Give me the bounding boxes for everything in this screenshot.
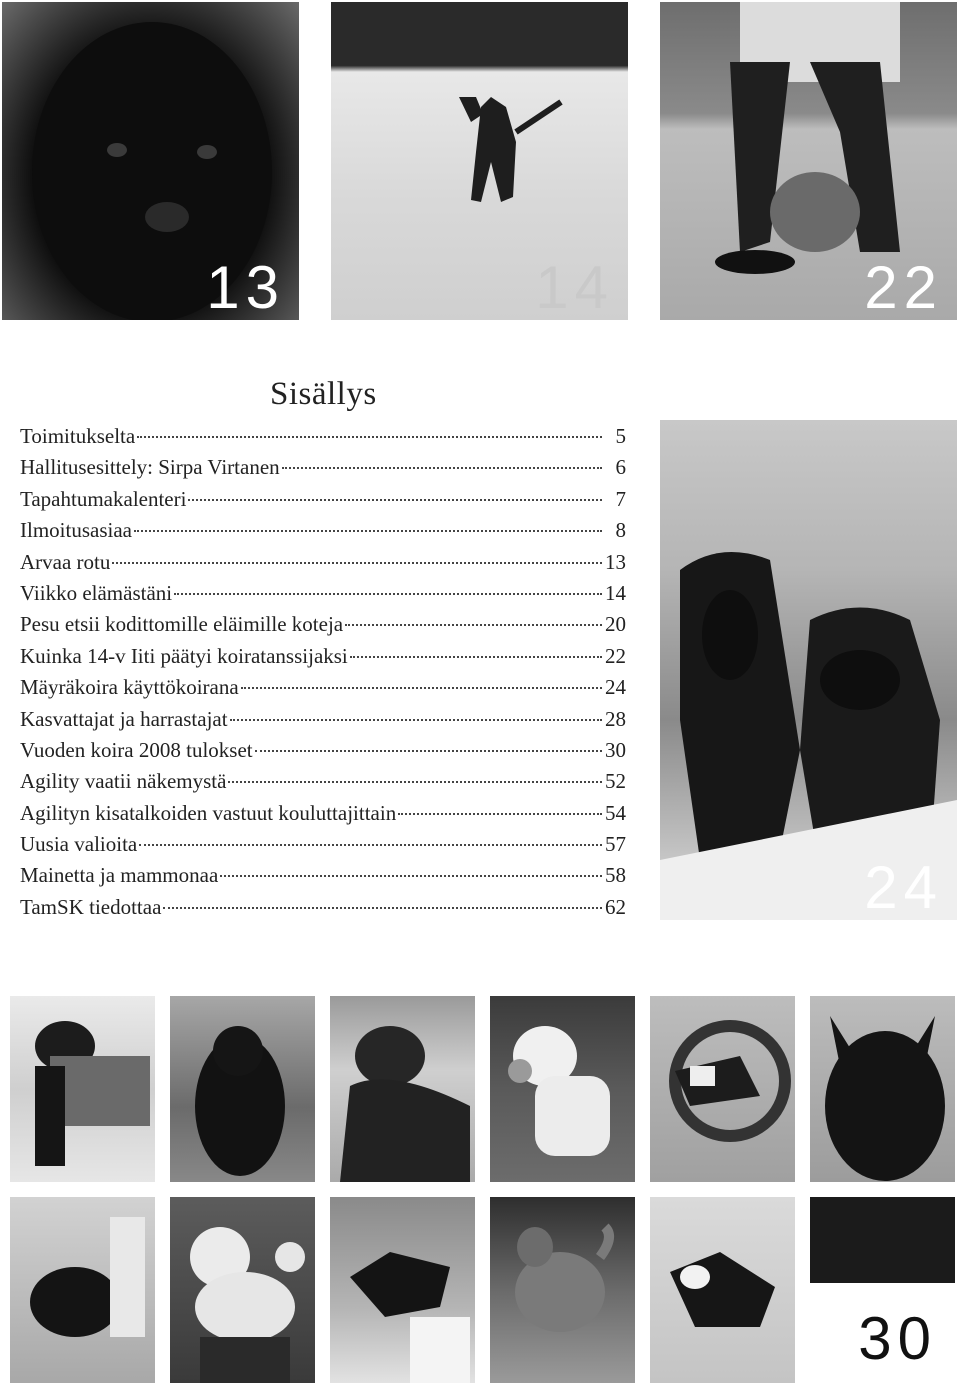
toc-item-page: 22 (605, 643, 626, 668)
toc-item-page: 7 (615, 486, 626, 511)
photo-grid-black-tile (810, 1197, 955, 1383)
toc-item-title: Kuinka 14-v Iiti päätyi koiratanssijaksi (20, 643, 348, 668)
page-badge-13: 13 (206, 254, 285, 320)
toc-leader-dots (398, 813, 602, 815)
photo-grid-agility-black (10, 1197, 155, 1383)
toc-item[interactable] (20, 424, 626, 455)
toc-item-title: Mäyräkoira käyttökoirana (20, 675, 239, 700)
toc-item[interactable] (20, 738, 626, 769)
toc-item-title: Hallitusesittely: Sirpa Virtanen (20, 455, 280, 480)
toc-item-title: Viikko elämästäni (20, 580, 173, 605)
toc-leader-dots (188, 499, 602, 501)
toc-leader-dots (230, 719, 602, 721)
toc-leader-dots (137, 436, 602, 438)
toc-item-page: 57 (605, 832, 626, 857)
photo-grid-spaniel (330, 996, 475, 1182)
toc-item[interactable] (20, 863, 626, 894)
toc-item[interactable] (20, 895, 626, 926)
toc-item[interactable] (20, 644, 626, 675)
photo-grid-black-dog (810, 996, 955, 1182)
toc-item-page: 20 (605, 612, 626, 637)
photo-grid-border-collie (650, 1197, 795, 1383)
toc-item-title: Vuoden koira 2008 tulokset (20, 737, 253, 762)
toc-item-page: 13 (605, 549, 626, 574)
toc-item[interactable] (20, 832, 626, 863)
toc-item[interactable] (20, 550, 626, 581)
toc-leader-dots (255, 750, 602, 752)
toc-item-page: 24 (605, 675, 626, 700)
toc-leader-dots (174, 593, 602, 595)
photo-grid-saint-bernard (10, 996, 155, 1182)
page-badge-24: 24 (864, 854, 943, 920)
toc-item-title: Mainetta ja mammonaa (20, 863, 219, 888)
photo-grid-spitz (490, 1197, 635, 1383)
photo-grid-agility-tyre (650, 996, 795, 1182)
toc-leader-dots (282, 467, 602, 469)
toc-leader-dots (350, 656, 602, 658)
photo-grid-jumping-dog (330, 1197, 475, 1383)
toc-item[interactable] (20, 455, 626, 486)
toc-item[interactable] (20, 801, 626, 832)
photo-poodle (2, 2, 299, 320)
photo-pinscher-snow (331, 2, 628, 320)
toc-item-title: Agilityn kisatalkoiden vastuut kouluttajittain (20, 800, 397, 825)
toc-item-page: 5 (615, 424, 626, 448)
photo-grid-terrier (490, 996, 635, 1182)
page-badge-30: 30 (858, 1305, 937, 1372)
toc-leader-dots (220, 875, 602, 877)
toc-item-title: Tapahtumakalenteri (20, 486, 187, 511)
toc-item[interactable] (20, 581, 626, 612)
page-title: Sisällys (270, 376, 377, 412)
toc-item-page: 62 (605, 894, 626, 919)
toc-item[interactable] (20, 675, 626, 706)
toc-leader-dots (241, 687, 602, 689)
toc-item-page: 8 (615, 518, 626, 543)
toc-item-page: 6 (615, 455, 626, 480)
toc-leader-dots (139, 844, 602, 846)
photo-dachshunds (660, 420, 957, 920)
photo-grid-black-poodle (170, 996, 315, 1182)
toc-item-page: 54 (605, 800, 626, 825)
toc-item[interactable] (20, 487, 626, 518)
page-badge-14: 14 (535, 254, 614, 320)
toc-item[interactable] (20, 518, 626, 549)
photo-walking-dog (660, 2, 957, 320)
toc-item-page: 58 (605, 863, 626, 888)
toc-item[interactable] (20, 707, 626, 738)
page-badge-22: 22 (864, 254, 943, 320)
toc-leader-dots (112, 562, 602, 564)
toc-item-title: Pesu etsii kodittomille eläimille koteja (20, 612, 344, 637)
toc-item-title: Toimitukselta (20, 424, 136, 448)
toc-leader-dots (134, 530, 602, 532)
toc-leader-dots (163, 907, 602, 909)
toc-item-title: Uusia valioita (20, 832, 138, 857)
table-of-contents (20, 424, 626, 926)
toc-item-title: Agility vaatii näkemystä (20, 769, 227, 794)
toc-item[interactable] (20, 769, 626, 800)
toc-item-title: TamSK tiedottaa (20, 894, 162, 919)
toc-item-title: Ilmoitusasiaa (20, 518, 132, 543)
toc-item-page: 28 (605, 706, 626, 731)
toc-item-title: Arvaa rotu (20, 549, 111, 574)
toc-item-page: 52 (605, 769, 626, 794)
toc-leader-dots (345, 624, 602, 626)
toc-item-page: 14 (605, 580, 626, 605)
toc-item-page: 30 (605, 737, 626, 762)
toc-item-title: Kasvattajat ja harrastajat (20, 706, 228, 731)
toc-item[interactable] (20, 612, 626, 643)
toc-leader-dots (228, 781, 602, 783)
photo-grid-white-poodle (170, 1197, 315, 1383)
